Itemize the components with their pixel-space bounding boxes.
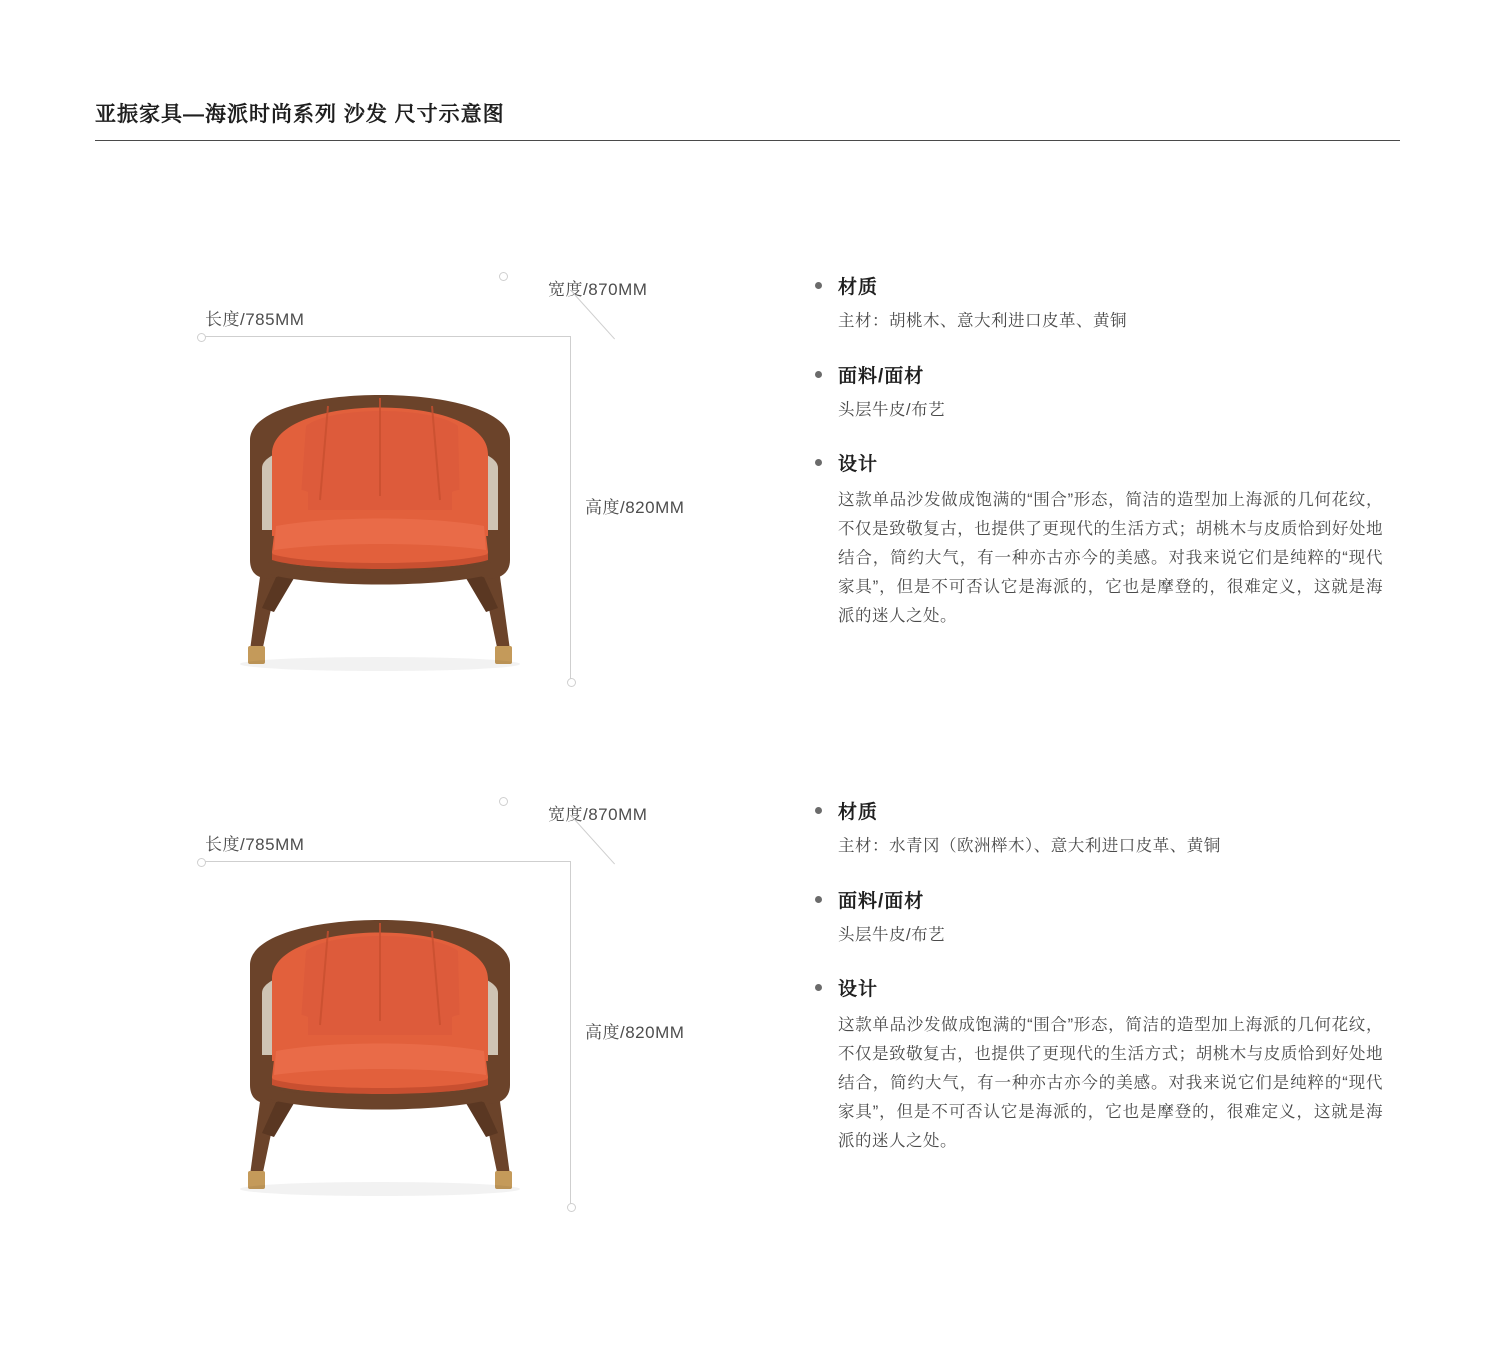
width-guide-endpoint <box>499 272 508 281</box>
height-guide-endpoint <box>567 1203 576 1212</box>
spec-heading-label: 材质 <box>838 277 879 298</box>
bullet-icon <box>815 896 822 903</box>
spec-heading-label: 面料/面材 <box>838 365 925 387</box>
spec-heading <box>815 974 1405 1001</box>
spec-list <box>815 797 1405 1182</box>
header-divider <box>95 140 1400 141</box>
length-guide-endpoint <box>197 333 206 342</box>
spec-body-text: 头层牛皮/布艺 <box>838 400 946 419</box>
spec-heading-label: 面料/面材 <box>838 890 925 912</box>
spec-item-material <box>815 272 1405 335</box>
spec-heading-label: 设计 <box>838 979 879 1001</box>
width-dimension-label: 宽度/870MM <box>548 280 648 299</box>
length-guide-line <box>200 861 570 862</box>
bullet-icon <box>815 984 822 991</box>
width-guide-endpoint <box>499 797 508 806</box>
spec-body-text: 这款单品沙发做成饱满的“围合”形态，简洁的造型加上海派的几何花纹，不仅是致敬复古，也提供了更现代的生活方式；胡桃木与皮质恰到好处地结合，简约大气，有一种亦古亦今的美感。对我来说它们是纯粹的“现代家具”，但是不可否认它是海派的，它也是摩登的，很难定义，这就是海派的迷人之处。 <box>838 1016 1383 1150</box>
bullet-icon <box>815 371 822 378</box>
spec-body-text: 主材：水青冈（欧洲榉木）、意大利进口皮革、黄铜 <box>838 837 1221 855</box>
spec-body-text: 主材：胡桃木、意大利进口皮革、黄铜 <box>838 312 1127 330</box>
length-dimension-label: 长度/785MM <box>205 310 305 329</box>
height-guide-line <box>570 336 571 681</box>
bullet-icon <box>815 282 822 289</box>
product-image-sofa <box>210 875 550 1205</box>
length-dimension-label: 长度/785MM <box>205 835 305 854</box>
length-guide-endpoint <box>197 858 206 867</box>
spec-item-design <box>815 974 1405 1155</box>
height-dimension-label: 高度/820MM <box>585 1023 685 1042</box>
height-guide-endpoint <box>567 678 576 687</box>
spec-item-fabric <box>815 361 1405 424</box>
spec-body-text: 头层牛皮/布艺 <box>838 925 946 944</box>
spec-heading <box>815 361 1405 388</box>
dimension-diagram <box>180 775 800 1245</box>
page-header <box>95 98 1400 141</box>
length-guide-line <box>200 336 570 337</box>
spec-body-text: 这款单品沙发做成饱满的“围合”形态，简洁的造型加上海派的几何花纹，不仅是致敬复古，也提供了更现代的生活方式；胡桃木与皮质恰到好处地结合，简约大气，有一种亦古亦今的美感。对我来说它们是纯粹的“现代家具”，但是不可否认它是海派的，它也是摩登的，很难定义，这就是海派的迷人之处。 <box>838 491 1383 625</box>
spec-list <box>815 272 1405 657</box>
width-dimension-label: 宽度/870MM <box>548 805 648 824</box>
height-guide-line <box>570 861 571 1206</box>
spec-heading-label: 设计 <box>838 454 879 476</box>
spec-heading <box>815 886 1405 913</box>
product-image-sofa <box>210 350 550 680</box>
spec-item-material <box>815 797 1405 860</box>
dimension-diagram <box>180 250 800 720</box>
spec-heading <box>815 797 1405 824</box>
spec-item-fabric <box>815 886 1405 949</box>
spec-heading <box>815 272 1405 299</box>
spec-heading <box>815 449 1405 476</box>
spec-item-design <box>815 449 1405 630</box>
bullet-icon <box>815 807 822 814</box>
page-title: 亚振家具—海派时尚系列 沙发 尺寸示意图 <box>95 103 505 126</box>
height-dimension-label: 高度/820MM <box>585 498 685 517</box>
spec-heading-label: 材质 <box>838 802 879 823</box>
bullet-icon <box>815 459 822 466</box>
